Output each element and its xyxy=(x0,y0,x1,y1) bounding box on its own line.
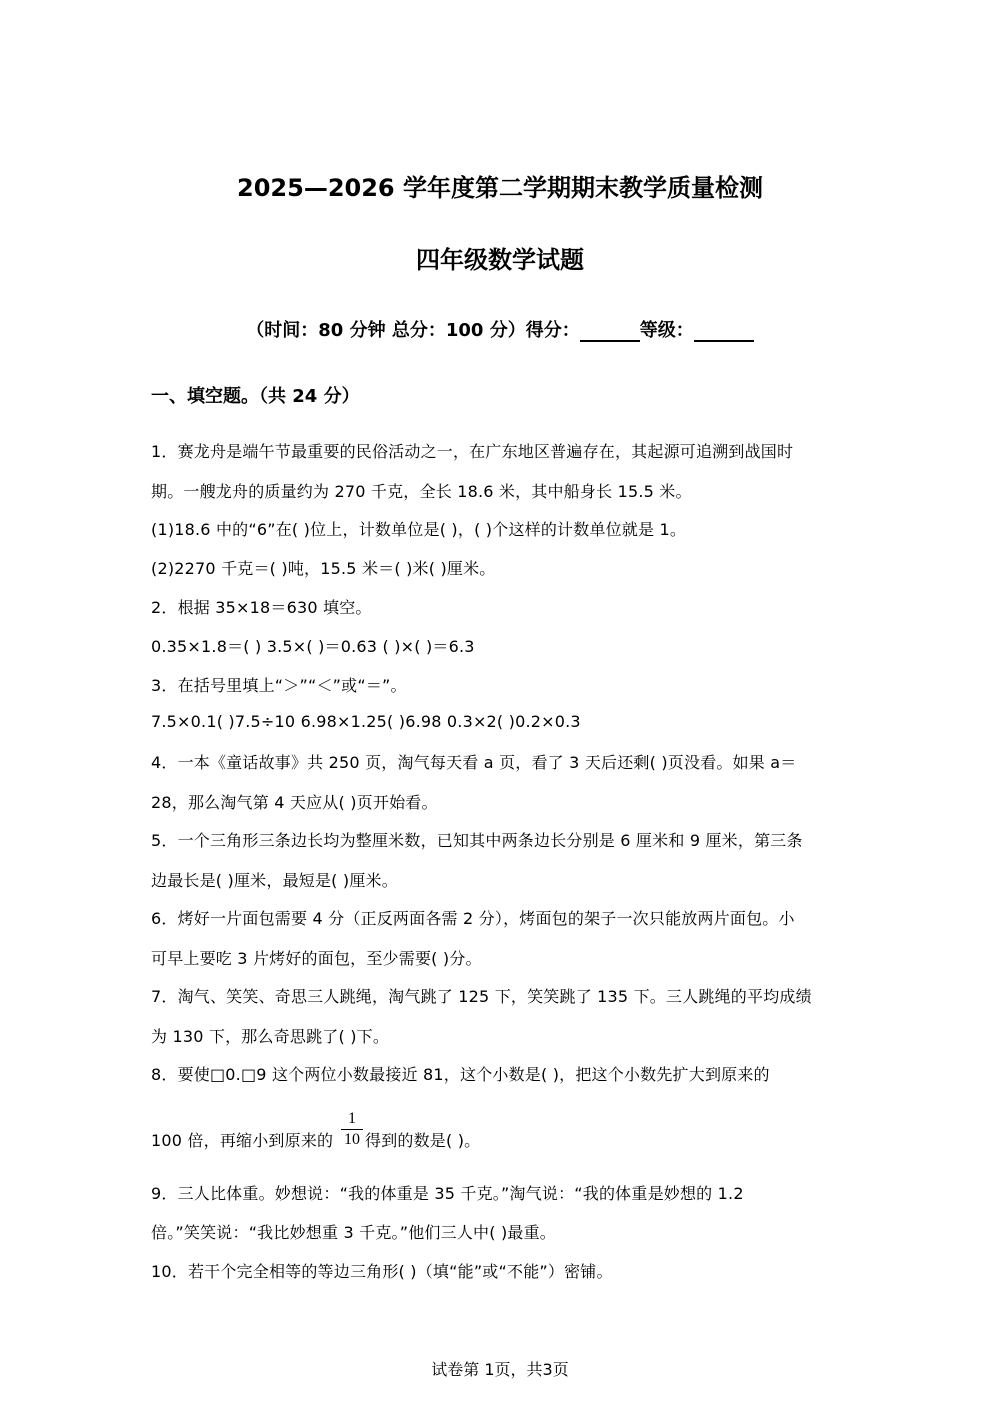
question-line: 6．烤好一片面包需要 4 分（正反两面各需 2 分），烤面包的架子一次只能放两片面包。小 xyxy=(151,909,795,928)
question-line: 7．淘气、笑笑、奇思三人跳绳，淘气跳了 125 下，笑笑跳了 135 下。三人跳绳的平均成绩 xyxy=(151,987,812,1006)
page-footer: 试卷第 1页，共3页 xyxy=(431,1360,569,1379)
section-heading-fill-in: 一、填空题。（共 24 分） xyxy=(151,386,360,407)
question-line: 0.35×1.8＝( ) 3.5×( )＝0.63 ( )×( )＝6.3 xyxy=(151,637,475,656)
question-line: (2)2270 千克＝( )吨，15.5 米＝( )米( )厘米。 xyxy=(151,559,496,578)
question-line: 10．若干个完全相等的等边三角形( )（填“能”或“不能”）密铺。 xyxy=(151,1262,613,1281)
fraction-one-tenth xyxy=(341,1110,363,1149)
exam-title: 2025—2026 学年度第二学期期末教学质量检测 xyxy=(237,174,763,202)
question-line: 5．一个三角形三条边长均为整厘米数，已知其中两条边长分别是 6 厘米和 9 厘米，第三条 xyxy=(151,831,803,850)
exam-meta xyxy=(0,316,1000,342)
meta-grade-label: 等级： xyxy=(639,320,694,341)
question-line: 9．三人比体重。妙想说：“我的体重是 35 千克。”淘气说：“我的体重是妙想的 1.2 xyxy=(151,1184,744,1203)
question-line: 7.5×0.1( )7.5÷10 6.98×1.25( )6.98 0.3×2( )0.2×0.3 xyxy=(151,712,581,731)
question-line: 100 倍，再缩小到原来的 xyxy=(151,1131,334,1150)
question-line: 倍。”笑笑说：“我比妙想重 3 千克。”他们三人中( )最重。 xyxy=(151,1223,556,1242)
question-line: 边最长是( )厘米，最短是( )厘米。 xyxy=(151,871,398,890)
question-line: 可早上要吃 3 片烤好的面包，至少需要( )分。 xyxy=(151,949,482,968)
question-line: 8．要使□0.□9 这个两位小数最接近 81，这个小数是( )，把这个小数先扩大到原来的 xyxy=(151,1065,770,1084)
fraction-numerator: 1 xyxy=(348,1110,356,1127)
meta-time-score: （时间：80 分钟 总分：100 分）得分： xyxy=(246,320,580,341)
question-line: (1)18.6 中的“6”在( )位上，计数单位是( )，( )个这样的计数单位就是 1。 xyxy=(151,520,687,539)
exam-subtitle: 四年级数学试题 xyxy=(416,246,584,274)
question-line: 4．一本《童话故事》共 250 页，淘气每天看 a 页，看了 3 天后还剩( )页没看。如果 a＝ xyxy=(151,753,797,772)
question-line: 3．在括号里填上“＞”“＜”或“＝”。 xyxy=(151,676,407,695)
question-line: 为 130 下，那么奇思跳了( )下。 xyxy=(151,1027,390,1046)
score-blank xyxy=(580,322,640,342)
question-line: 1．赛龙舟是端午节最重要的民俗活动之一，在广东地区普遍存在，其起源可追溯到战国时 xyxy=(151,442,794,461)
fraction-bar xyxy=(341,1129,363,1130)
question-line: 得到的数是( )。 xyxy=(365,1131,481,1150)
question-line: 28，那么淘气第 4 天应从( )页开始看。 xyxy=(151,793,438,812)
question-line: 期。一艘龙舟的质量约为 270 千克，全长 18.6 米，其中船身长 15.5 米。 xyxy=(151,482,692,501)
grade-blank xyxy=(694,322,754,342)
question-line: 2．根据 35×18＝630 填空。 xyxy=(151,598,372,617)
fraction-denominator: 10 xyxy=(344,1131,360,1148)
